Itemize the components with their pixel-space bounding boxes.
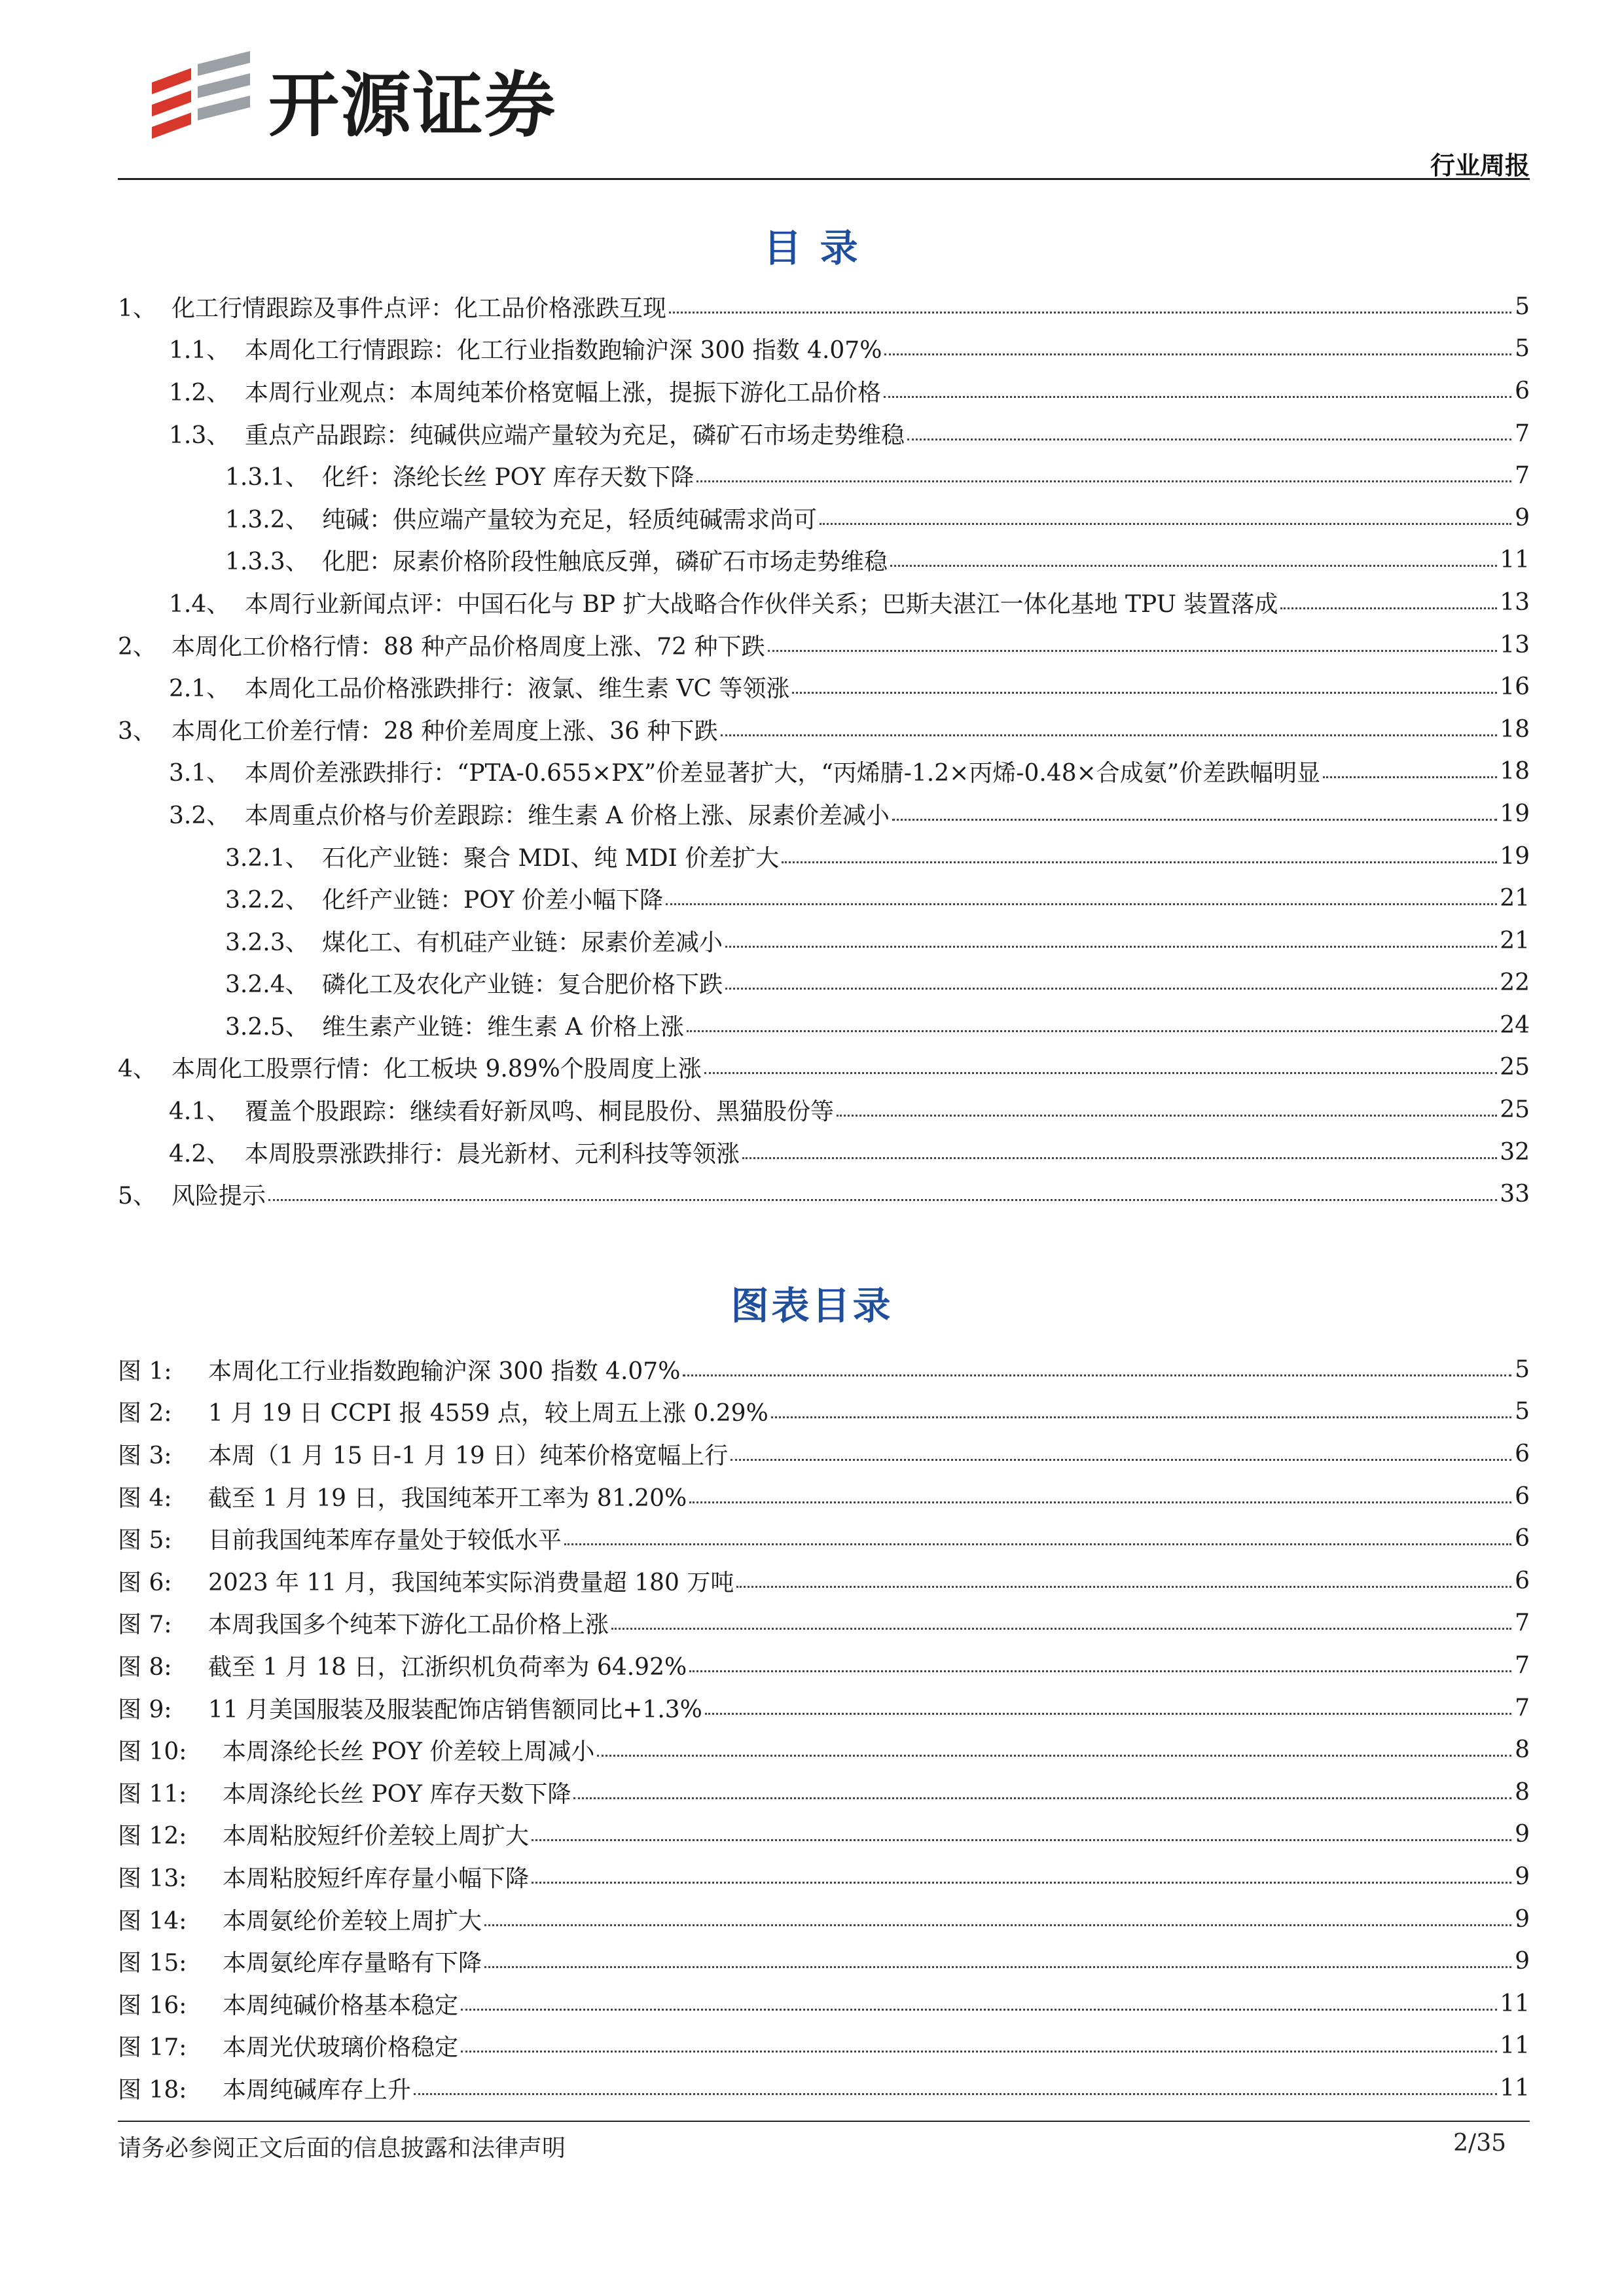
toc-entry[interactable] [118,1047,1530,1089]
dot-leader [892,819,1497,821]
entry-title[interactable]: 本周化工行业指数跑输沪深 300 指数 4.07% [208,1357,681,1385]
toc-entry[interactable] [118,962,1530,1005]
dot-leader [704,1072,1497,1074]
entry-number: 图 4: [118,1484,172,1512]
entry-page[interactable]: 25 [1500,1054,1530,1081]
figure-entry[interactable] [118,1814,1530,1856]
dot-leader [573,1797,1511,1799]
entry-title[interactable]: 本周纯碱价格基本稳定 [223,1992,459,2019]
dot-leader [1323,776,1497,778]
entry-page[interactable]: 33 [1500,1181,1530,1208]
dot-leader [564,1543,1511,1545]
toc-entry[interactable] [118,1131,1530,1174]
dot-leader [414,2093,1497,2095]
entry-title[interactable]: 维生素产业链：维生素 A 价格上涨 [322,1013,684,1041]
dot-leader [725,988,1497,990]
toc-entry[interactable] [118,1004,1530,1047]
entry-number: 图 8: [118,1653,172,1681]
entry-number: 图 9: [118,1696,172,1723]
toc-entry[interactable] [118,920,1530,962]
figure-entry[interactable] [118,1898,1530,1941]
dot-leader [907,439,1511,440]
footer-divider [118,2121,1530,2122]
toc-entry[interactable] [118,539,1530,582]
toc-entry[interactable] [118,370,1530,412]
entry-page[interactable]: 7 [1515,462,1530,490]
entry-number: 图 14: [118,1907,187,1935]
entry-title[interactable]: 磷化工及农化产业链：复合肥价格下跌 [322,971,723,999]
dot-leader [268,1199,1497,1201]
entry-title[interactable]: 本周我国多个纯苯下游化工品价格上涨 [208,1611,609,1639]
figure-entry[interactable] [118,1348,1530,1391]
table-of-contents [118,285,1530,1215]
figure-entry[interactable] [118,1940,1530,1982]
entry-page[interactable]: 5 [1515,1355,1530,1383]
dot-leader [771,1416,1511,1418]
entry-page[interactable]: 13 [1500,631,1530,658]
entry-title[interactable]: 化纤产业链：POY 价差小幅下降 [322,887,663,914]
entry-page[interactable]: 19 [1500,842,1530,870]
entry-title[interactable]: 化纤：涤纶长丝 POY 库存天数下降 [322,464,695,492]
entry-page[interactable]: 9 [1515,1863,1530,1890]
entry-title[interactable]: 本周纯碱库存上升 [223,2076,412,2104]
entry-page[interactable]: 6 [1515,1525,1530,1552]
dot-leader [611,1628,1511,1630]
dot-leader [687,1030,1497,1032]
page-number: 2/35 [1453,2130,1506,2157]
toc-entry[interactable] [118,454,1530,497]
entry-title[interactable]: 本周光伏玻璃价格稳定 [223,2034,459,2062]
entry-number: 图 13: [118,1865,187,1892]
dot-leader [890,565,1497,567]
entry-number: 3.2.2、 [225,887,309,914]
entry-number: 1.3.3、 [225,548,309,576]
entry-number: 5、 [118,1183,156,1210]
dot-leader [731,1459,1511,1461]
entry-title[interactable]: 本周涤纶长丝 POY 库存天数下降 [223,1780,571,1808]
entry-number: 图 10: [118,1738,187,1766]
entry-page[interactable]: 11 [1500,2032,1530,2060]
entry-title[interactable]: 本周重点价格与价差跟踪：维生素 A 价格上涨、尿素价差减小 [245,802,890,829]
entry-number: 4.1、 [169,1098,230,1126]
entry-title[interactable]: 11 月美国服装及服装配饰店销售额同比+1.3% [208,1696,702,1723]
dot-leader [782,861,1497,863]
toc-entry[interactable] [118,285,1530,328]
dot-leader [461,2051,1497,2053]
entry-number: 图 3: [118,1442,172,1469]
entry-page[interactable]: 5 [1515,1398,1530,1426]
figure-entry[interactable] [118,1433,1530,1475]
entry-page[interactable]: 8 [1515,1778,1530,1806]
entry-page[interactable]: 6 [1515,1482,1530,1510]
entry-number: 图 15: [118,1950,187,1977]
entry-title[interactable]: 覆盖个股跟踪：继续看好新凤鸣、桐昆股份、黑猫股份等 [245,1098,835,1126]
entry-page[interactable]: 16 [1500,673,1530,701]
entry-page[interactable]: 6 [1515,377,1530,404]
entry-number: 图 17: [118,2034,187,2062]
entry-page[interactable]: 11 [1500,2074,1530,2102]
toc-entry[interactable] [118,624,1530,666]
figure-entry[interactable] [118,2067,1530,2109]
figure-entry[interactable] [118,1982,1530,2025]
entry-title[interactable]: 本周化工行情跟踪：化工行业指数跑输沪深 300 指数 4.07% [245,337,882,365]
entry-number: 1.3.1、 [225,464,309,492]
entry-number: 4、 [118,1056,156,1083]
entry-page[interactable]: 18 [1500,715,1530,743]
entry-number: 3.2、 [169,802,230,829]
dot-leader [768,650,1498,652]
entry-number: 3.2.1、 [225,844,309,872]
entry-title[interactable]: 本周化工股票行情：化工板块 9.89%个股周度上涨 [171,1056,702,1083]
figure-entry[interactable] [118,2025,1530,2068]
dot-leader [689,1670,1511,1672]
entry-title[interactable]: 本周行业新闻点评：中国石化与 BP 扩大战略合作伙伴关系；巴斯夫湛江一体化基地 TPU 装置落成 [245,590,1278,618]
entry-title[interactable]: 纯碱：供应端产量较为充足，轻质纯碱需求尚可 [322,506,818,533]
entry-title[interactable]: 截至 1 月 19 日，我国纯苯开工率为 81.20% [208,1484,687,1512]
entry-number: 3.2.5、 [225,1013,309,1041]
entry-page[interactable]: 5 [1515,335,1530,363]
entry-number: 1.1、 [169,337,230,365]
entry-title[interactable]: 2023 年 11 月，我国纯苯实际消费量超 180 万吨 [208,1569,734,1596]
dot-leader [884,353,1511,355]
company-logo [145,50,556,148]
figure-entry[interactable] [118,1475,1530,1518]
entry-page[interactable]: 13 [1500,588,1530,616]
entry-number: 4.2、 [169,1140,230,1168]
entry-page[interactable]: 6 [1515,1440,1530,1467]
figure-entry[interactable] [118,1391,1530,1433]
dot-leader [884,396,1511,398]
figure-entry[interactable] [118,1771,1530,1814]
entry-number: 图 16: [118,1992,187,2019]
dot-leader [532,1839,1511,1841]
entry-title[interactable]: 本周氨纶库存量略有下降 [223,1950,482,1977]
entry-page[interactable]: 21 [1500,927,1530,954]
entry-page[interactable]: 9 [1515,1905,1530,1933]
entry-title[interactable]: 本周粘胶短纤价差较上周扩大 [223,1823,530,1850]
figure-entry[interactable] [118,1602,1530,1645]
entry-page[interactable]: 22 [1500,969,1530,997]
toc-entry[interactable] [118,708,1530,751]
entry-page[interactable]: 8 [1515,1736,1530,1764]
entry-page[interactable]: 6 [1515,1567,1530,1594]
entry-number: 3、 [118,717,156,745]
entry-page[interactable]: 11 [1500,1990,1530,2017]
entry-title[interactable]: 本周化工价差行情：28 种价差周度上涨、36 种下跌 [171,717,718,745]
entry-title[interactable]: 本周涤纶长丝 POY 价差较上周减小 [223,1738,595,1766]
entry-page[interactable]: 19 [1500,800,1530,827]
dot-leader [725,946,1497,948]
footer-disclaimer: 请务必参阅正文后面的信息披露和法律声明 [118,2135,566,2162]
entry-page[interactable]: 21 [1500,885,1530,912]
figure-entry[interactable] [118,1560,1530,1602]
figure-entry[interactable] [118,1517,1530,1560]
entry-title[interactable]: 本周化工价格行情：88 种产品价格周度上涨、72 种下跌 [171,633,765,660]
list-of-figures [118,1348,1530,2109]
entry-number: 图 1: [118,1357,172,1385]
figure-entry[interactable] [118,1856,1530,1898]
entry-title[interactable]: 风险提示 [171,1183,266,1210]
entry-number: 1.4、 [169,590,230,618]
dot-leader [666,903,1497,905]
entry-number: 图 5: [118,1527,172,1554]
dot-leader [597,1755,1511,1757]
entry-number: 1.3、 [169,422,230,449]
toc-entry[interactable] [118,793,1530,835]
entry-page[interactable]: 25 [1500,1096,1530,1124]
toc-entry[interactable] [118,581,1530,624]
entry-number: 1.3.2、 [225,506,309,533]
toc-heading: 目 录 [763,226,861,270]
logo-text: 开源证券 [268,64,557,147]
figure-entry[interactable] [118,1687,1530,1729]
entry-title[interactable]: 截至 1 月 18 日，江浙织机负荷率为 64.92% [208,1653,687,1681]
entry-page[interactable]: 7 [1515,1651,1530,1679]
entry-title[interactable]: 目前我国纯苯库存量处于较低水平 [208,1527,562,1554]
figure-entry[interactable] [118,1729,1530,1771]
entry-page[interactable]: 24 [1500,1011,1530,1039]
logo-mark-icon [145,50,257,148]
entry-number: 1、 [118,295,156,322]
entry-number: 1.2、 [169,379,230,406]
dot-leader [696,480,1511,482]
entry-number: 2.1、 [169,675,230,703]
report-type-label: 行业周报 [1430,151,1530,180]
dot-leader [820,523,1511,525]
figures-heading: 图表目录 [731,1283,893,1328]
dot-leader [837,1115,1497,1117]
toc-entry[interactable] [118,835,1530,878]
dot-leader [742,1157,1497,1159]
entry-title[interactable]: 本周氨纶价差较上周扩大 [223,1907,482,1935]
dot-leader [792,692,1497,694]
toc-entry[interactable] [118,412,1530,455]
entry-page[interactable]: 9 [1515,1948,1530,1975]
toc-entry[interactable] [118,666,1530,708]
toc-entry[interactable] [118,497,1530,539]
entry-number: 图 11: [118,1780,187,1808]
toc-entry[interactable] [118,328,1530,370]
toc-entry[interactable] [118,1088,1530,1131]
entry-title[interactable]: 化工行情跟踪及事件点评：化工品价格涨跌互现 [171,295,667,322]
entry-page[interactable]: 7 [1515,1609,1530,1637]
entry-number: 图 2: [118,1400,172,1427]
entry-page[interactable]: 11 [1500,547,1530,574]
dot-leader [705,1713,1511,1715]
entry-number: 3.2.4、 [225,971,309,999]
dot-leader [736,1586,1511,1588]
dot-leader [484,1924,1511,1926]
figure-entry[interactable] [118,1644,1530,1687]
entry-title[interactable]: 本周行业观点：本周纯苯价格宽幅上涨，提振下游化工品价格 [245,379,882,406]
entry-page[interactable]: 7 [1515,1694,1530,1721]
dot-leader [484,1966,1511,1968]
dot-leader [721,734,1498,736]
dot-leader [532,1882,1511,1884]
entry-number: 图 18: [118,2076,187,2104]
entry-title[interactable]: 本周价差涨跌排行：“PTA-0.655×PX”价差显著扩大，“丙烯腈-1.2×丙烯-0.48×合成氨”价差跌幅明显 [245,760,1321,787]
entry-title[interactable]: 化肥：尿素价格阶段性触底反弹，磷矿石市场走势维稳 [322,548,888,576]
entry-page[interactable]: 9 [1515,504,1530,531]
toc-entry[interactable] [118,751,1530,793]
entry-page[interactable]: 7 [1515,420,1530,447]
header-divider [118,178,1530,180]
entry-page[interactable]: 5 [1515,293,1530,320]
entry-title[interactable]: 本周化工品价格涨跌排行：液氯、维生素 VC 等领涨 [245,675,790,703]
entry-number: 2、 [118,633,156,660]
entry-title[interactable]: 煤化工、有机硅产业链：尿素价差减小 [322,929,723,956]
dot-leader [689,1501,1511,1503]
entry-title[interactable]: 本周股票涨跌排行：晨光新材、元利科技等领涨 [245,1140,740,1168]
dot-leader [1280,607,1497,609]
entry-title[interactable]: 本周（1 月 15 日-1 月 19 日）纯苯价格宽幅上行 [208,1442,729,1469]
entry-title[interactable]: 重点产品跟踪：纯碱供应端产量较为充足，磷矿石市场走势维稳 [245,422,905,449]
dot-leader [669,312,1511,314]
dot-leader [683,1374,1511,1376]
entry-number: 图 12: [118,1823,187,1850]
entry-number: 3.2.3、 [225,929,309,956]
entry-page[interactable]: 18 [1500,758,1530,785]
toc-entry[interactable] [118,1173,1530,1215]
entry-page[interactable]: 9 [1515,1821,1530,1848]
entry-title[interactable]: 本周粘胶短纤库存量小幅下降 [223,1865,530,1892]
entry-title[interactable]: 1 月 19 日 CCPI 报 4559 点，较上周五上涨 0.29% [208,1400,768,1427]
entry-number: 3.1、 [169,760,230,787]
entry-page[interactable]: 32 [1500,1138,1530,1166]
entry-number: 图 7: [118,1611,172,1639]
toc-entry[interactable] [118,877,1530,920]
entry-title[interactable]: 石化产业链：聚合 MDI、纯 MDI 价差扩大 [322,844,780,872]
entry-number: 图 6: [118,1569,172,1596]
dot-leader [461,2009,1497,2011]
